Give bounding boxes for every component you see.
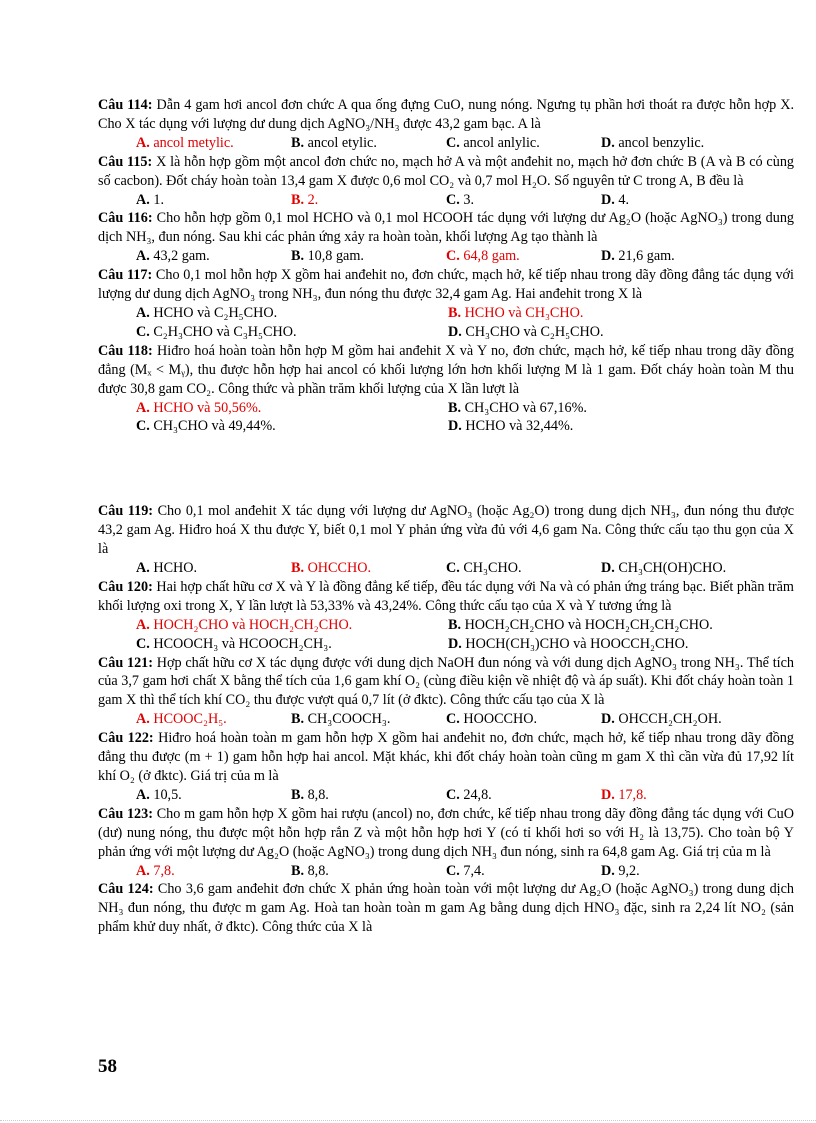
option-c: C. 7,4. [446,862,485,879]
options-114 [98,134,794,153]
option-d: D. CH₃CHO và C₂H₅CHO. [448,323,604,340]
option-d: D. 17,8. [601,786,647,803]
section-gap [98,436,794,502]
option-b: B. 8,8. [291,786,329,803]
question-115: Câu 115: X là hỗn hợp gồm một ancol đơn chức no, mạch hở A và một anđehit no, mạch hở đơn chức B (A và B có cùng số cacbon). Đốt cháy hoàn toàn 13,4 gam X được 0,6 mol CO₂ và 0,7 mol H₂O. Số nguyên tử C trong A, B đều là [98,153,795,189]
option-a: A. HCHO và C₂H₅CHO. [136,304,278,321]
option-b: B. 8,8. [291,862,329,879]
options-122 [98,786,794,805]
option-d: D. OHCCH₂CH₂OH. [601,711,722,728]
options-117-row2 [98,323,794,342]
options-120-row1 [98,616,794,635]
option-b: B. CH₃COOCH₃. [291,711,391,728]
option-a: A. HOCH₂CHO và HOCH₂CH₂CHO. [136,616,353,633]
options-117-row1 [98,304,794,323]
option-c: C. HCOOCH₃ và HCOOCH₂CH₃. [136,635,332,652]
option-b: B. CH₃CHO và 67,16%. [448,399,587,416]
question-118: Câu 118: Hiđro hoá hoàn toàn hỗn hợp M gồm hai anđehit X và Y no, đơn chức, mạch hở, kế tiếp nhau trong dãy đồng đẳng (Mₓ < Mᵧ), thu được hỗn hợp hai ancol có khối lượng lớn hơn khối lượng M là 1 gam. Đốt cháy hoàn toàn M thu được 30,8 gam CO₂. Công thức và phần trăm khối lượng của X lần lượt là [98,342,794,397]
document-page [98,96,794,937]
option-c: C. 3. [446,191,474,208]
option-b: B. HCHO và CH₃CHO. [448,304,584,321]
option-d: D. HCHO và 32,44%. [448,418,574,435]
option-d: D. 21,6 gam. [601,248,675,265]
question-116: Câu 116: Cho hỗn hợp gồm 0,1 mol HCHO và 0,1 mol HCOOH tác dụng với lượng dư Ag₂O (hoặc AgNO₃) trong dung dịch NH₃, đun nóng. Sau khi các phản ứng xảy ra hoàn toàn, khối lượng Ag tạo thành là [98,210,795,246]
question-121: Câu 121: Hợp chất hữu cơ X tác dụng được với dung dịch NaOH đun nóng và với dung dịch AgNO₃ trong NH₃. Thể tích của 3,7 gam hơi chất X bằng thể tích của 1,6 gam khí O₂ (cùng điều kiện về nhiệt độ và áp suất). Khi đốt cháy hoàn toàn 1 gam X thì thể tích khí CO₂ thu được vượt quá 0,7 lít (ở đktc). Công thức cấu tạo của X là [98,654,794,709]
option-d: D. ancol benzylic. [601,134,705,151]
option-b: B. HOCH₂CH₂CHO và HOCH₂CH₂CH₂CHO. [448,616,713,633]
option-a: A. 10,5. [136,786,182,803]
question-123: Câu 123: Cho m gam hỗn hợp X gồm hai rượu (ancol) no, đơn chức, kế tiếp nhau trong dãy đồng đẳng tác dụng với CuO (dư) nung nóng, thu được một hỗn hợp rắn Z và một hỗn hợp hơi Y (có tỉ khối hơi so với H₂ là 13,75). Cho toàn bộ Y phản ứng với một lượng dư Ag₂O (hoặc AgNO₃) trong dung dịch NH₃ đun nóng, sinh ra 64,8 gam Ag. Giá trị của m là [98,805,794,860]
option-a: A. HCHO và 50,56%. [136,399,262,416]
footer-divider [0,1120,816,1121]
page-number: 58 [98,1056,117,1077]
options-121 [98,710,794,729]
question-117: Câu 117: Cho 0,1 mol hỗn hợp X gồm hai anđehit no, đơn chức, mạch hở, kế tiếp nhau trong dãy đồng đẳng tác dụng với lượng dư dung dịch AgNO₃ trong NH₃, đun nóng thu được 32,4 gam Ag. Hai anđehit trong X là [98,267,795,303]
question-122: Câu 122: Hiđro hoá hoàn toàn m gam hỗn hợp X gồm hai anđehit no, đơn chức, mạch hở, kế tiếp nhau trong dãy đồng đẳng thu được (m + 1) gam hỗn hợp hai ancol. Mặt khác, khi đốt cháy hoàn toàn cũng m gam X thì cần vừa đủ 17,92 lít khí O₂ (ở đktc). Giá trị của m là [98,730,794,784]
question-119: Câu 119: Cho 0,1 mol anđehit X tác dụng với lượng dư AgNO₃ (hoặc Ag₂O) trong dung dịch NH₃, đun nóng thu được 43,2 gam Ag. Hiđro hoá X thu được Y, biết 0,1 mol Y phản ứng vừa đủ với 4,6 gam Na. Công thức cấu tạo thu gọn của X là [98,503,795,558]
option-b: B. 10,8 gam. [291,248,364,265]
options-118-row1 [98,399,794,418]
option-a: A. ancol metylic. [136,134,234,151]
option-d: D. CH₃CH(OH)CHO. [601,560,727,577]
question-120: Câu 120: Hai hợp chất hữu cơ X và Y là đồng đẳng kế tiếp, đều tác dụng với Na và có phản ứng tráng bạc. Biết phần trăm khối lượng oxi trong X, Y lần lượt là 53,33% và 43,24%. Công thức cấu tạo của X và Y tương ứng là [98,578,794,614]
option-d: D. 4. [601,191,629,208]
options-119 [98,559,794,578]
options-116 [98,247,794,266]
options-120-row2 [98,635,794,654]
option-a: A. 7,8. [136,862,175,879]
option-c: C. HOOCCHO. [446,711,538,728]
options-123 [98,862,794,881]
option-a: A. 1. [136,191,164,208]
question-124: Câu 124: Cho 3,6 gam anđehit đơn chức X phản ứng hoàn toàn với một lượng dư Ag₂O (hoặc AgNO₃) trong dung dịch NH₃ đun nóng, thu được m gam Ag. Hoà tan hoàn toàn m gam Ag bằng dung dịch HNO₃ đặc, sinh ra 2,24 lít NO₂ (sản phẩm khử duy nhất, ở đktc). Công thức của X là [98,881,794,936]
option-c: C. 64,8 gam. [446,248,520,265]
option-a: A. HCOOC₂H₅. [136,711,227,728]
option-a: A. HCHO. [136,560,198,577]
option-b: B. ancol etylic. [291,134,377,151]
option-b: B. 2. [291,191,319,208]
option-c: C. C₂H₃CHO và C₃H₅CHO. [136,323,297,340]
option-b: B. OHCCHO. [291,560,372,577]
option-d: D. 9,2. [601,862,640,879]
option-a: A. 43,2 gam. [136,248,210,265]
option-c: C. ancol anlylic. [446,134,540,151]
option-c: C. CH₃CHO và 49,44%. [136,418,276,435]
option-d: D. HOCH(CH₃)CHO và HOOCCH₂CHO. [448,635,689,652]
option-c: C. 24,8. [446,786,492,803]
option-c: C. CH₃CHO. [446,560,522,577]
question-114: Câu 114: Dẫn 4 gam hơi ancol đơn chức A qua ống đựng CuO, nung nóng. Ngưng tụ phần hơi thoát ra được hỗn hợp X. Cho X tác dụng với lượng dư dung dịch AgNO₃/NH₃ được 43,2 gam bạc. A là [98,97,795,132]
options-115 [98,191,794,210]
options-118-row2 [98,417,794,436]
